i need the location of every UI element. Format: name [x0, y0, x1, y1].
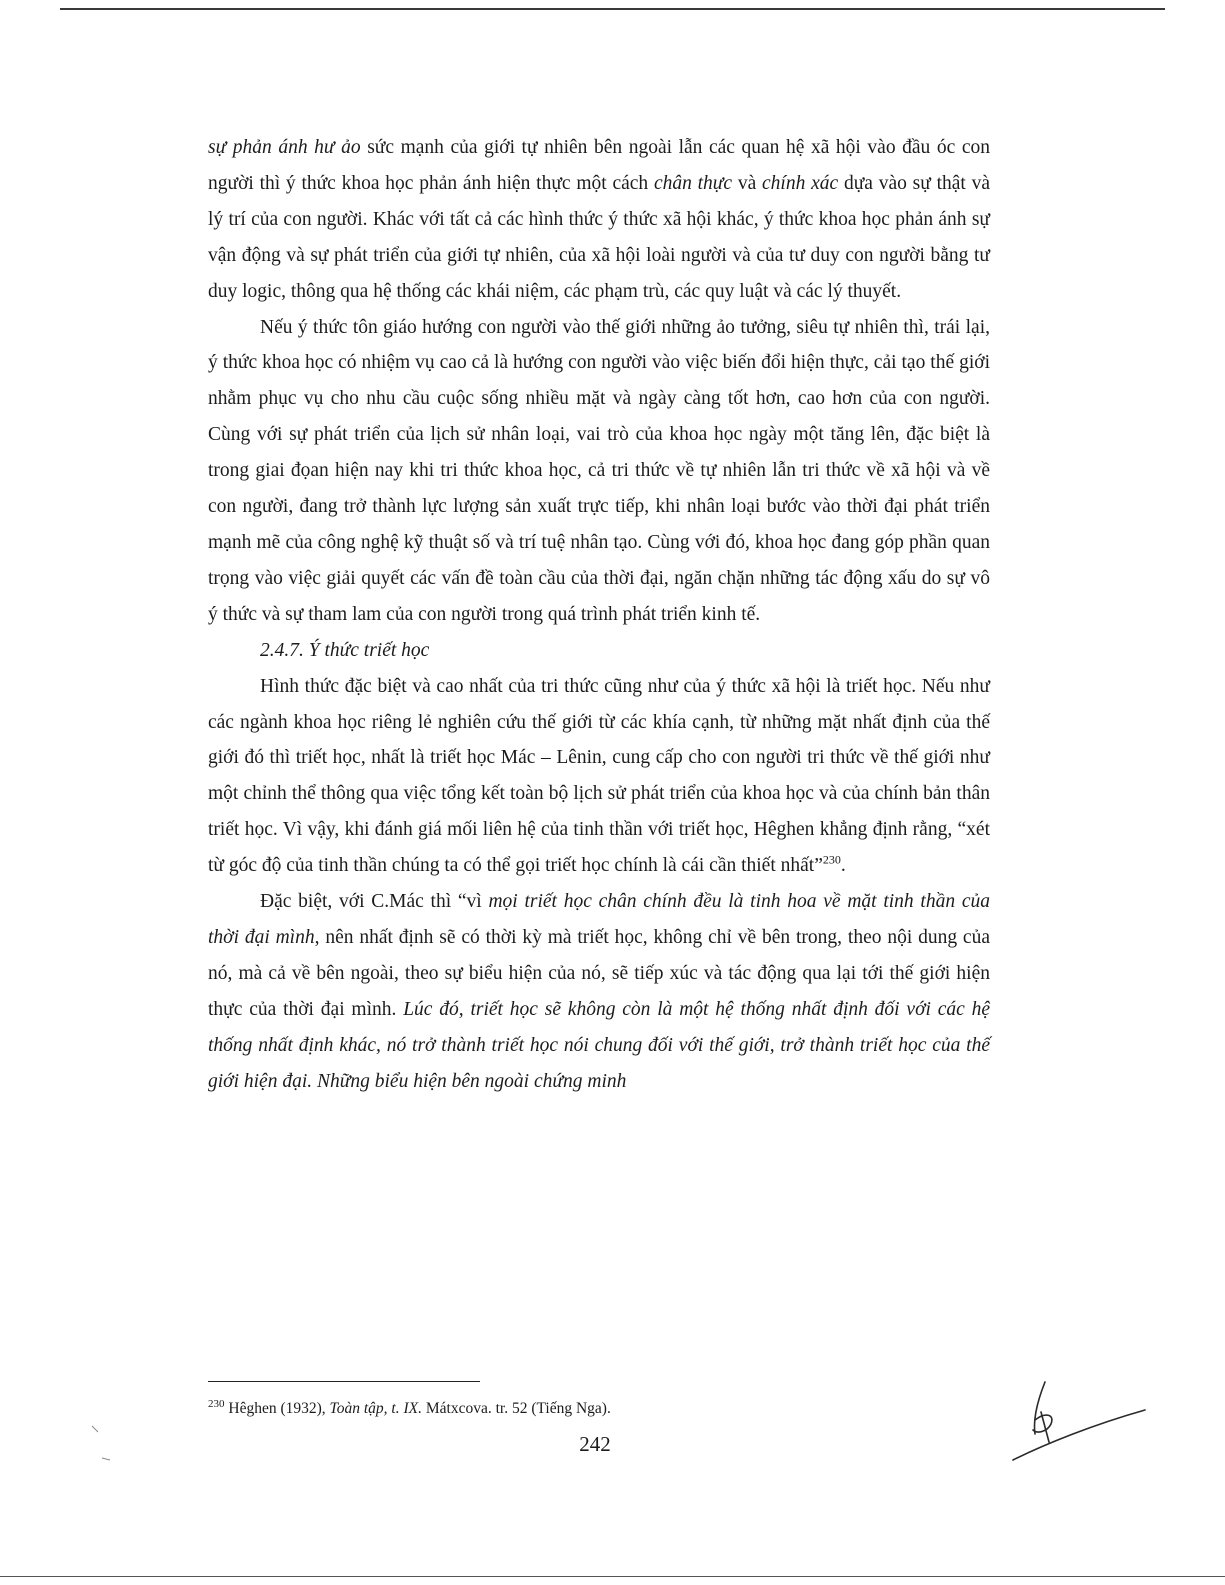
paragraph-1: sự phản ánh hư ảo sức mạnh của giới tự nhiên bên ngoài lẫn các quan hệ xã hội vào đầu óc con người thì ý thức khoa học phản ánh hiện thực một cách chân thực và chính xác dựa vào sự thật và lý trí của con người. Khác với tất cả các hình thức ý thức xã hội khác, ý thức khoa học phản ánh sự vận động và sự phát triển của giới tự nhiên, của xã hội loài người và của tư duy con người bằng tư duy logic, thông qua hệ thống các khái niệm, các phạm trù, các quy luật và các lý thuyết.	[208, 137, 990, 302]
main-text	[208, 130, 990, 1099]
section-heading: 2.4.7. Ý thức triết học	[260, 639, 430, 661]
page-number: 242	[579, 1432, 611, 1456]
paragraph-4: Đặc biệt, với C.Mác thì “vì mọi triết học chân chính đều là tinh hoa về mặt tinh thần của thời đại mình, nên nhất định sẽ có thời kỳ mà triết học, không chỉ về bên trong, theo nội dung của nó, mà cả về bên ngoài, theo sự biểu hiện của nó, sẽ tiếp xúc và tác động qua lại tới thế giới hiện thực của thời đại mình. Lúc đó, triết học sẽ không còn là một hệ thống nhất định đối với các hệ thống nhất định khác, nó trở thành triết học nói chung đối với thế giới, trở thành triết học của thế giới hiện đại. Những biểu hiện bên ngoài chứng minh	[208, 891, 990, 1092]
footnote-reference: 230	[822, 852, 841, 867]
bottom-scan-edge	[0, 1576, 1225, 1577]
emphasis: sự phản ánh hư ảo	[208, 137, 361, 158]
emphasis: Lúc đó, triết học sẽ không còn là một hệ thống nhất định đối với các hệ thống nhất định khác, nó trở thành triết học nói chung đối với thế giới, trở thành triết học của thế giới hiện đại. Những biểu hiện bên ngoài chứng minh	[208, 998, 990, 1092]
top-scan-edge	[60, 8, 1165, 10]
footnote: $^{230}$ Hêghen (1932), Toàn tập, t. IX. Mátxcova. tr. 52 (Tiếng Nga).	[208, 1398, 611, 1418]
emphasis: Toàn tập, t. IX.	[329, 1400, 422, 1418]
footnote-number: 230	[208, 1398, 225, 1410]
emphasis: chính xác	[762, 172, 839, 194]
signature-mark	[1005, 1372, 1155, 1472]
paragraph-2: Nếu ý thức tôn giáo hướng con người vào thế giới những ảo tưởng, siêu tự nhiên thì, trái lại, ý thức khoa học có nhiệm vụ cao cả là hướng con người vào việc biến đổi hiện thực, cải tạo thế giới nhằm phục vụ cho nhu cầu cuộc sống nhiều mặt và ngày càng tốt hơn, cao hơn của con người. Cùng với sự phát triển của lịch sử nhân loại, vai trò của khoa học ngày một tăng lên, đặc biệt là trong giai đọan hiện nay khi tri thức khoa học, cả tri thức về tự nhiên lẫn tri thức về xã hội và về con người, đang trở thành lực lượng sản xuất trực tiếp, khi nhân loại bước vào thời đại phát triển mạnh mẽ của công nghệ kỹ thuật số và trí tuệ nhân tạo. Cùng với đó, khoa học đang góp phần quan trọng vào việc giải quyết các vấn đề toàn cầu của thời đại, ngăn chặn những tác động xấu do sự vô ý thức và sự tham lam của con người trong quá trình phát triển kinh tế.	[208, 316, 990, 625]
paragraph-3: Hình thức đặc biệt và cao nhất của tri thức cũng như của ý thức xã hội là triết học. Nếu như các ngành khoa học riêng lẻ nghiên cứu thế giới từ các khía cạnh, từ những mặt nhất định của thế giới đó thì triết học, nhất là triết học Mác – Lênin, cung cấp cho con người tri thức về thế giới như một chỉnh thể thông qua việc tổng kết toàn bộ lịch sử phát triển của khoa học và của chính bản thân triết học. Vì vậy, khi đánh giá mối liên hệ của tinh thần với triết học, Hêghen khẳng định rằng, “xét từ góc độ của tinh thần chúng ta có thể gọi triết học chính là cái cần thiết nhất”$^{230}$.	[208, 675, 990, 877]
emphasis: chân thực	[653, 172, 733, 194]
scan-speck	[88, 1420, 128, 1470]
footnote-separator	[208, 1381, 480, 1382]
emphasis: mọi triết học chân chính đều là tinh hoa về mặt tinh thần của thời đại mình	[208, 891, 990, 948]
